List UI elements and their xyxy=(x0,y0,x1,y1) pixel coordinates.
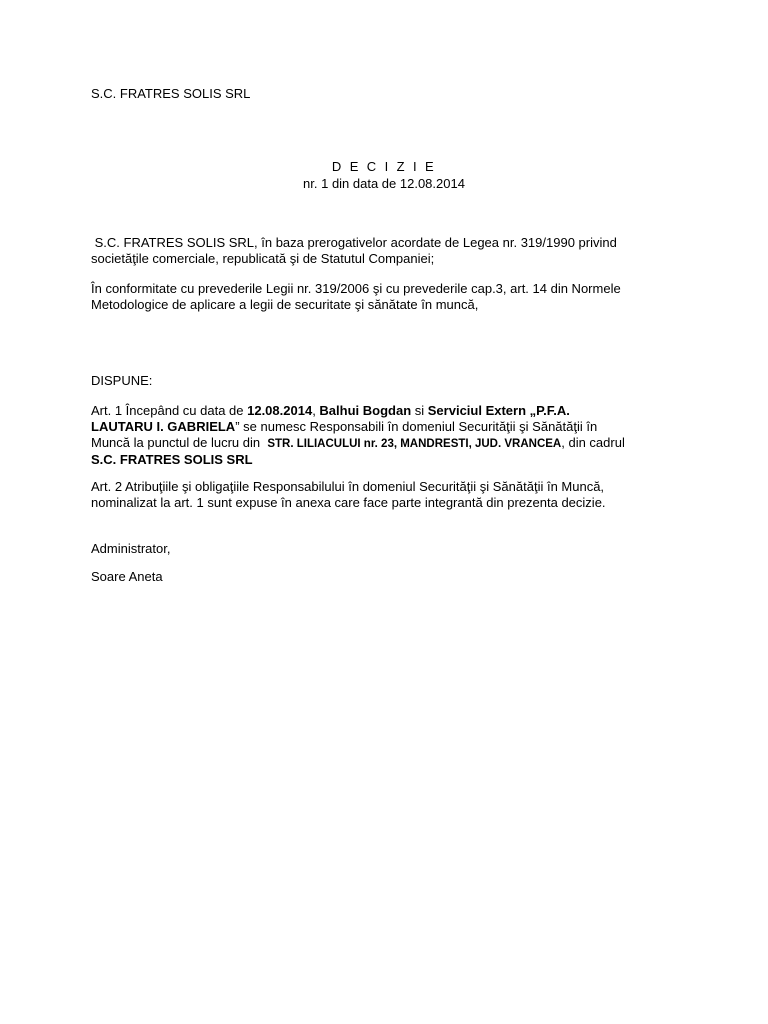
art1-service-a: Serviciul Extern „P.F.A. xyxy=(427,403,570,418)
art1-si: si xyxy=(411,403,428,418)
article-1-line-3 xyxy=(91,435,711,452)
conformity-line-2: Metodologice de aplicare a legii de securitate şi sănătate în muncă, xyxy=(91,297,479,312)
article-1-line-4 xyxy=(91,452,711,468)
dispune-heading: DISPUNE: xyxy=(91,373,153,388)
intro-line-1: S.C. FRATRES SOLIS SRL, în baza prerogativelor acordate de Legea nr. 319/1990 privind xyxy=(91,235,617,250)
article-2-line-2: nominalizat la art. 1 sunt expuse în anexa care face parte integrantă din prezenta decizie. xyxy=(91,495,606,510)
conformity-paragraph xyxy=(91,281,691,313)
document-title: D E C I Z I E xyxy=(331,159,437,174)
document-subtitle: nr. 1 din data de 12.08.2014 xyxy=(303,176,465,191)
signature-name: Soare Aneta xyxy=(91,569,163,584)
art1-prefix: Art. 1 Începând cu data de xyxy=(91,403,248,418)
company-header: S.C. FRATRES SOLIS SRL xyxy=(91,86,251,101)
art1-after-service: ” se numesc Responsabili în domeniul Securităţii şi Sănătăţii în xyxy=(235,419,598,434)
article-1-line-2 xyxy=(91,419,711,435)
intro-paragraph xyxy=(91,235,691,267)
article-1-line-1 xyxy=(91,403,711,419)
article-2 xyxy=(91,479,711,511)
article-1 xyxy=(91,403,711,468)
art1-company: S.C. FRATRES SOLIS SRL xyxy=(91,452,253,467)
art1-person: Balhui Bogdan xyxy=(319,403,412,418)
art1-line3-suffix: , din cadrul xyxy=(561,435,625,450)
conformity-line-1: În conformitate cu prevederile Legii nr. 319/2006 şi cu prevederile cap.3, art. 14 din Normele xyxy=(91,281,621,296)
signature-role: Administrator, xyxy=(91,541,171,556)
article-2-line-1: Art. 2 Atribuţiile şi obligaţiile Responsabilului în domeniul Securităţii şi Sănătăţii în Muncă, xyxy=(91,479,605,494)
intro-line-2: societăţile comerciale, republicată şi de Statutul Companiei; xyxy=(91,251,435,266)
art1-address: STR. LILIACULUI nr. 23, MANDRESTI, JUD. VRANCEA xyxy=(267,438,562,450)
art1-comma: , xyxy=(312,403,320,418)
art1-line3-prefix: Muncă la punctul de lucru din xyxy=(91,435,268,450)
art1-service-b: LAUTARU I. GABRIELA xyxy=(91,419,236,434)
art1-date: 12.08.2014 xyxy=(247,403,313,418)
